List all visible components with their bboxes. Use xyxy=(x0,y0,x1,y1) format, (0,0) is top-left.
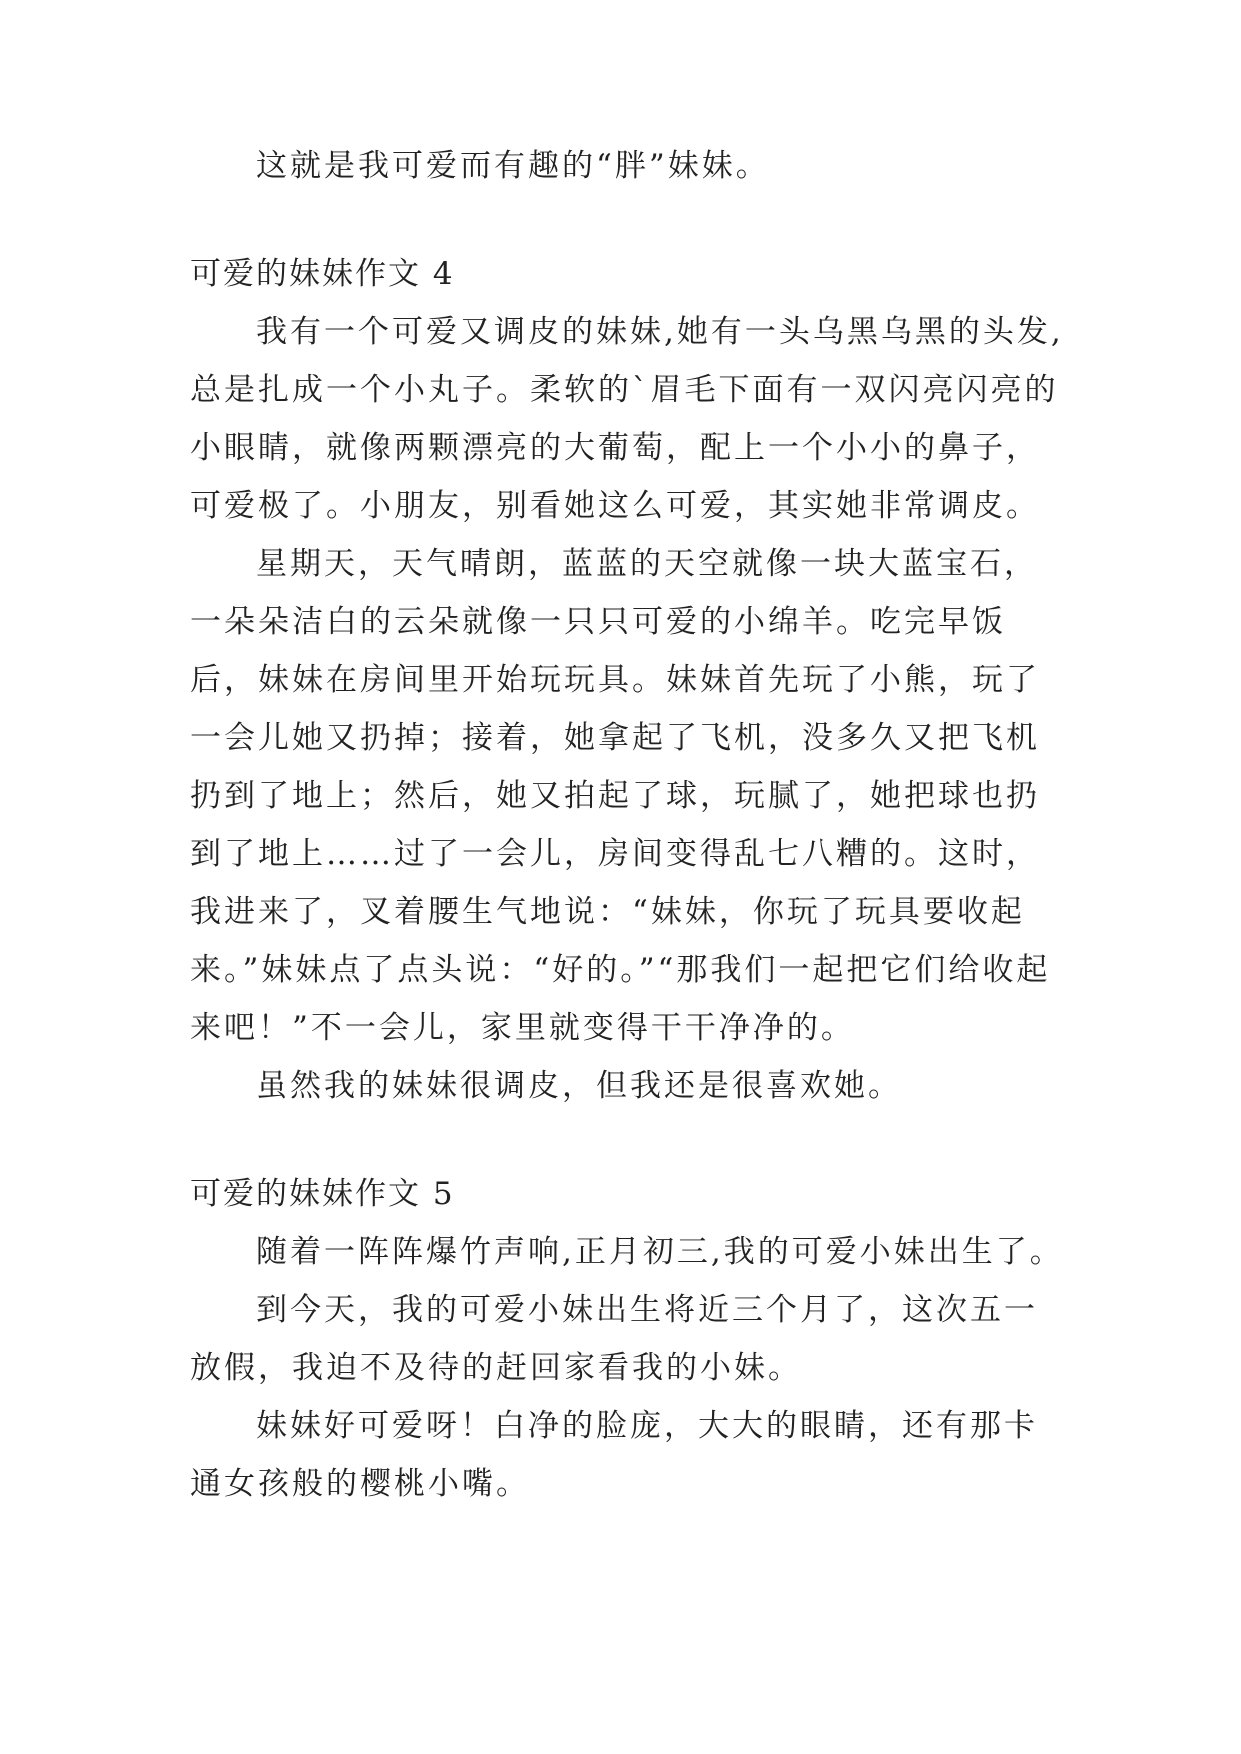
paragraph-s5-3: 妹妹好可爱呀！白净的脸庞，大大的眼睛，还有那卡通女孩般的樱桃小嘴。 xyxy=(190,1408,1038,1502)
paragraph-s4-1: 我有一个可爱又调皮的妹妹,她有一头乌黑乌黑的头发,总是扎成一个小丸子。柔软的`眉毛下面有一双闪亮闪亮的小眼睛，就像两颗漂亮的大葡萄，配上一个小小的鼻子，可爱极了。小朋友，别看她这么可爱，其实她非常调皮。 xyxy=(190,314,1064,524)
section-title-5: 可爱的妹妹作文 5 xyxy=(190,1176,455,1212)
paragraph-s5-1: 随着一阵阵爆竹声响,正月初三,我的可爱小妹出生了。 xyxy=(256,1234,1064,1270)
paragraph-closing: 这就是我可爱而有趣的“胖”妹妹。 xyxy=(256,148,770,184)
paragraph-s5-2: 到今天，我的可爱小妹出生将近三个月了，这次五一放假，我迫不及待的赶回家看我的小妹。 xyxy=(190,1292,1038,1386)
paragraph-s4-3: 虽然我的妹妹很调皮，但我还是很喜欢她。 xyxy=(256,1068,902,1104)
paragraph-s4-2: 星期天，天气晴朗，蓝蓝的天空就像一块大蓝宝石，一朵朵洁白的云朵就像一只只可爱的小绵羊。吃完早饭后，妹妹在房间里开始玩玩具。妹妹首先玩了小熊，玩了一会儿她又扔掉；接着，她拿起了飞机，没多久又把飞机扔到了地上；然后，她又拍起了球，玩腻了，她把球也扔到了地上……过了一会儿，房间变得乱七八糟的。这时，我进来了，叉着腰生气地说：“妹妹，你玩了玩具要收起来。”妹妹点了点头说：“好的。”“那我们一起把它们给收起来吧！”不一会儿，家里就变得干干净净的。 xyxy=(190,546,1051,1046)
section-title-4: 可爱的妹妹作文 4 xyxy=(190,256,455,292)
